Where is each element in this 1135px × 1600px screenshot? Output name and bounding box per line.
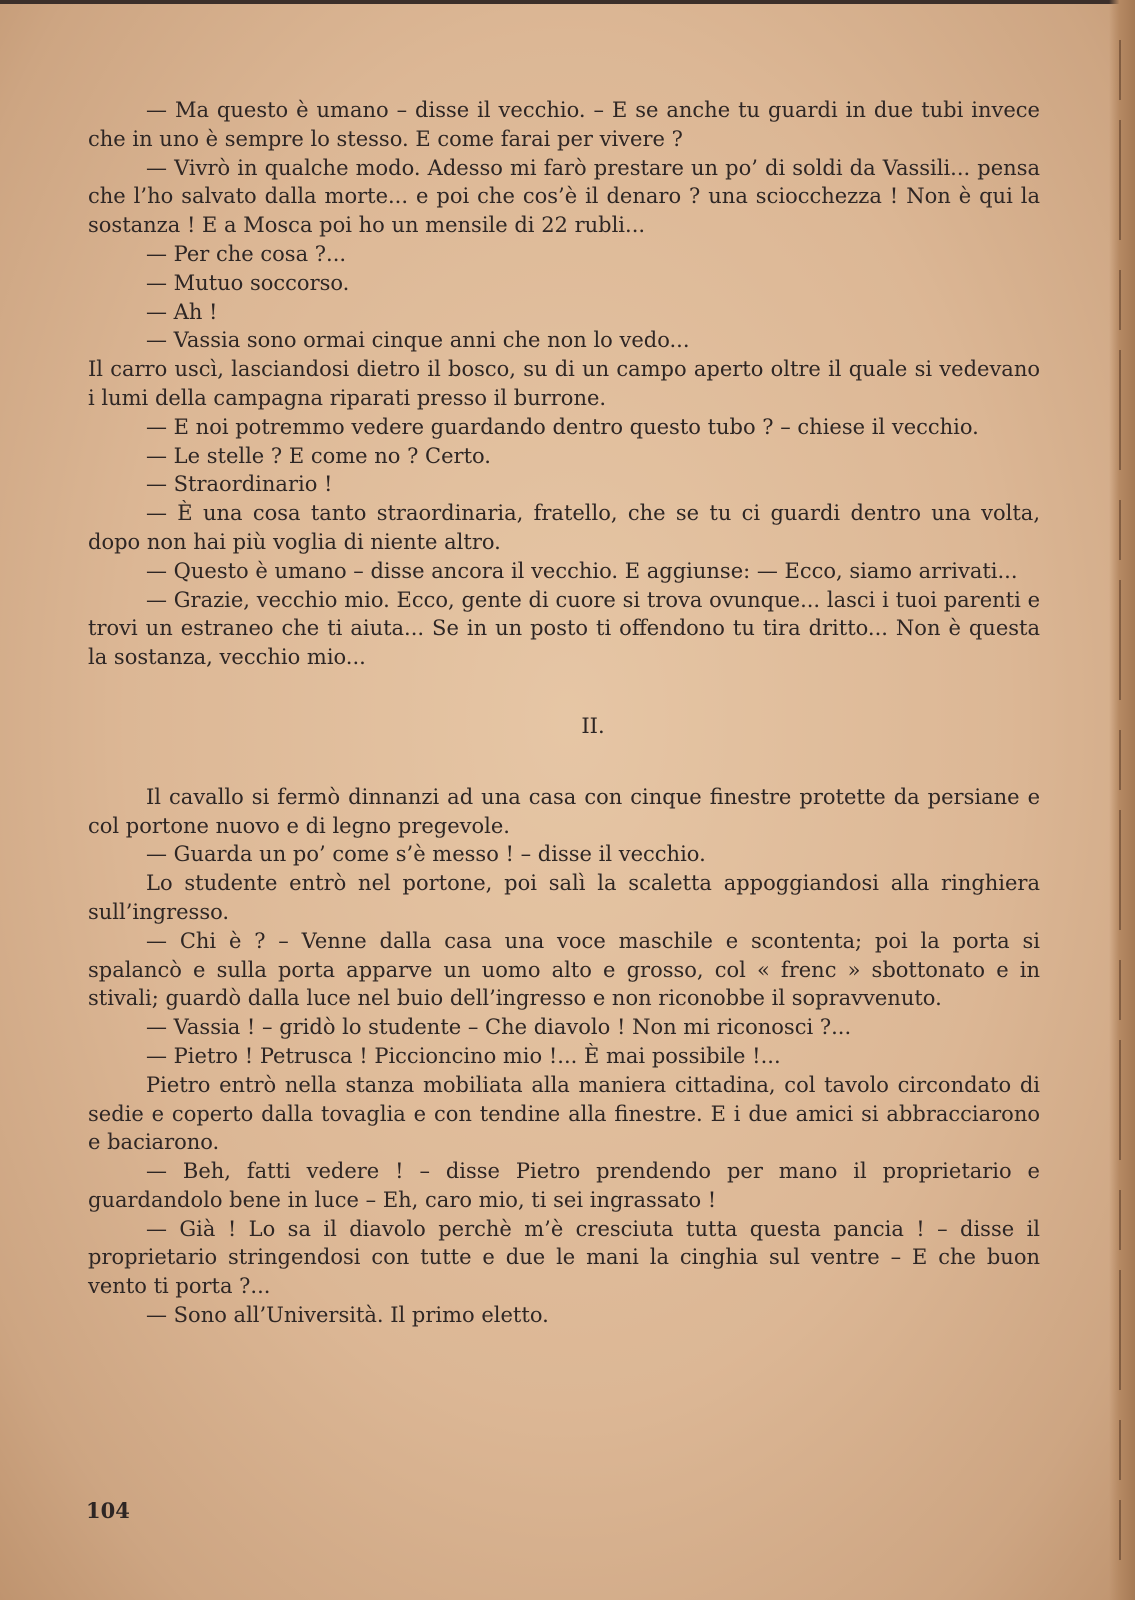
paragraph: — Questo è umano – disse ancora il vecchio. E aggiunse: — Ecco, siamo arrivati... (146, 558, 1018, 583)
paragraph: — Già ! Lo sa il diavolo perchè m’è cresciuta tutta questa pancia ! – disse il proprietario stringendosi con tutte e due le mani la cinghia sul ventre – E che buon vento ti porta ?... (88, 1216, 1040, 1299)
paragraph: — È una cosa tanto straordinaria, fratello, che se tu ci guardi dentro una volta, dopo non hai più voglia di niente altro. (88, 501, 1040, 554)
body-text (88, 96, 1040, 1330)
page-number: 104 (86, 1498, 130, 1523)
paragraph: — Vivrò in qualche modo. Adesso mi farò prestare un po’ di soldi da Vassili... pensa che l’ho salvato dalla morte... e poi che cos’è il denaro ? una sciocchezza ! Non è qui la sostanza ! E a Mosca poi ho un mensile di 22 rubli... (88, 155, 1040, 238)
binding-tape (1119, 40, 1121, 1560)
paragraph: — Pietro ! Petrusca ! Piccioncino mio !... È mai possibile !... (146, 1043, 781, 1068)
page-binding-edge (1109, 0, 1135, 1600)
paragraph: — Vassia ! – gridò lo studente – Che diavolo ! Non mi riconosci ?... (146, 1015, 852, 1040)
paragraph: Lo studente entrò nel portone, poi salì la scaletta appoggiandosi alla ringhiera sull’ingresso. (88, 871, 1040, 924)
paragraph: — Sono all’Università. Il primo eletto. (146, 1303, 549, 1328)
paragraph: Pietro entrò nella stanza mobiliata alla maniera cittadina, col tavolo circondato di sedie e coperto dalla tovaglia e con tendine alla finestre. E i due amici si abbracciarono e baciarono. (88, 1072, 1040, 1155)
paragraph: — Ah ! (146, 299, 218, 324)
paragraph: — Guarda un po’ come s’è messo ! – disse il vecchio. (146, 842, 706, 867)
paragraph: — E noi potremmo vedere guardando dentro questo tubo ? – chiese il vecchio. (146, 414, 979, 439)
paragraph: Il carro uscì, lasciandosi dietro il bosco, su di un campo aperto oltre il quale si vedevano i lumi della campagna riparati presso il burrone. (88, 357, 1040, 410)
paragraph: — Per che cosa ?... (146, 241, 347, 266)
paragraph: — Beh, fatti vedere ! – disse Pietro prendendo per mano il proprietario e guardandolo bene in luce – Eh, caro mio, ti sei ingrassato ! (88, 1159, 1040, 1212)
section-heading: II. (581, 713, 605, 738)
paragraph: — Grazie, vecchio mio. Ecco, gente di cuore si trova ovunque... lasci i tuoi parenti e trovi un estraneo che ti aiuta... Se in un posto ti offendono tu tira dritto... Non è questa la sostanza, vecchio mio... (88, 587, 1040, 670)
paragraph: — Ma questo è umano – disse il vecchio. – E se anche tu guardi in due tubi invece che in uno è sempre lo stesso. E come farai per vivere ? (88, 98, 1040, 151)
paragraph: — Straordinario ! (146, 472, 333, 497)
paragraph: — Mutuo soccorso. (146, 270, 350, 295)
top-edge (0, 0, 1135, 4)
paragraph: — Vassia sono ormai cinque anni che non lo vedo... (146, 328, 690, 353)
paragraph: Il cavallo si fermò dinnanzi ad una casa con cinque finestre protette da persiane e col portone nuovo e di legno pregevole. (88, 784, 1040, 838)
paragraph: — Le stelle ? E come no ? Certo. (146, 443, 491, 468)
paragraph: — Chi è ? – Venne dalla casa una voce maschile e scontenta; poi la porta si spalancò e sulla porta apparve un uomo alto e grosso, col « frenc » sbottonato e in stivali; guardò dalla luce nel buio dell’ingresso e non riconobbe il sopravvenuto. (88, 928, 1040, 1011)
